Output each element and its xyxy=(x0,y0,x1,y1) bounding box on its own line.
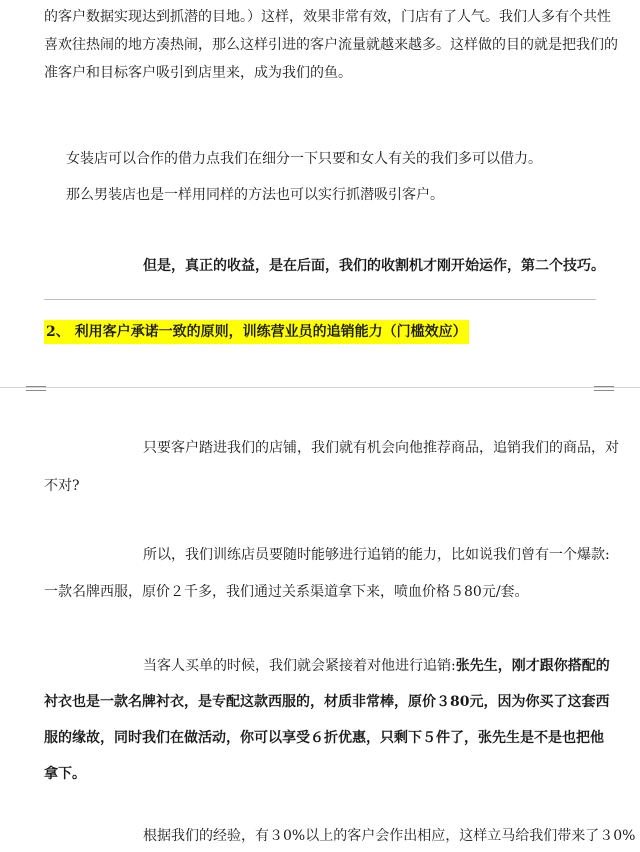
page-break-line xyxy=(0,387,640,388)
text-line: 准客户和目标客户吸引到店里来，成为我们的鱼。 xyxy=(44,65,352,81)
paragraph-recommend: 只要客户踏进我们的店铺，我们就有机会向他推荐商品，追销我们的商品，对 不对? xyxy=(44,440,619,494)
text-line: 服的缘故，同时我们在做活动，你可以享受６折优惠，只剩下５件了，张先生是不是也把他 xyxy=(44,730,604,746)
section-heading: 2、 利用客户承诺一致的原则，训练营业员的追销能力（门槛效应） xyxy=(44,318,596,346)
section-divider xyxy=(44,299,596,300)
text-line: 喜欢往热闹的地方凑热闹，那么这样引进的客户流量就越来越多。这样做的目的就是把我们的 xyxy=(44,37,618,53)
men-store-line: 那么男装店也是一样用同样的方法也可以实行抓潜吸引客户。 xyxy=(66,187,444,203)
paragraph-training: 所以，我们训练店员要随时能够进行追销的能力，比如说我们曾有一个爆款: 一款名牌西服，原价２千多，我们通过关系渠道拿下来，喷血价格５80元/套。 xyxy=(44,547,610,600)
text-line: 衬衣也是一款名牌衬衣，是专配这款西服的，材质非常棒，原价３80元，因为你买了这套西 xyxy=(44,694,610,710)
page-marker-left xyxy=(26,386,46,392)
intro-paragraph xyxy=(44,3,618,87)
page-break xyxy=(0,380,640,395)
text-line: 的客户数据实现达到抓潜的目地。）这样，效果非常有效，门店有了人气。我们人多有个共性 xyxy=(44,9,611,25)
paragraph-upsell-example: 当客人买单的时候，我们就会紧接着对他进行追销:张先生，刚才跟你搭配的 衬衣也是一款名牌衬衣，是专配这款西服的，材质非常棒，原价３80元，因为你买了这套西 服的缘故，同时我们在做活动，你可以享受６折优惠，只剩下５件了，张先生是不是也把他 拿下。 xyxy=(44,648,596,792)
page-marker-right xyxy=(594,386,614,392)
paragraph-experience: 根据我们的经验，有３0%以上的客户会作出相应，这样立马给我们带来了３0% xyxy=(143,828,636,844)
text-line: 拿下。 xyxy=(44,766,86,782)
bold-note: 但是，真正的收益，是在后面，我们的收割机才刚开始运作，第二个技巧。 xyxy=(143,258,605,274)
women-store-line: 女装店可以合作的借力点我们在细分一下只要和女人有关的我们多可以借力。 xyxy=(66,151,542,167)
